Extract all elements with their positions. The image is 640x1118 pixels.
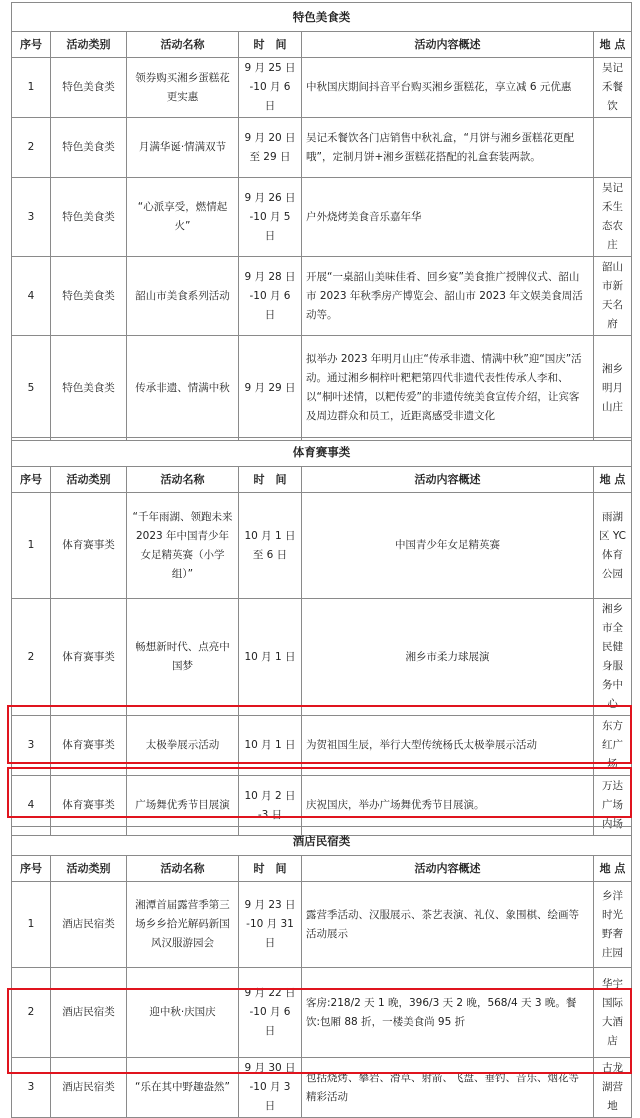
row-time: 10 月 1 日 (239, 599, 302, 716)
section-title: 酒店民宿类 (12, 827, 632, 856)
row-time: 9 月 26 日 -10 月 5 日 (239, 178, 302, 257)
table-row (12, 493, 632, 599)
row-name: 太极拳展示活动 (127, 716, 239, 776)
row-name: 月满华诞·情满双节 (127, 118, 239, 178)
hotel-table (11, 826, 632, 1118)
row-desc: 中秋国庆期间抖音平台购买湘乡蛋糕花，享立减 6 元优惠 (302, 58, 594, 118)
row-desc: 包括烧烤、攀岩、滑草、射箭、飞盘、垂钓、音乐、烟花等精彩活动 (302, 1058, 594, 1118)
row-time: 10 月 1 日 (239, 716, 302, 776)
header-desc: 活动内容概述 (302, 467, 594, 493)
row-name: 广场舞优秀节目展演 (127, 776, 239, 836)
row-desc: 中国青少年女足精英赛 (302, 493, 594, 599)
sports-table (11, 437, 632, 836)
row-name: 传承非遗、情满中秋 (127, 336, 239, 441)
row-category: 特色美食类 (51, 336, 127, 441)
row-place: 东方红广场 (594, 716, 632, 776)
header-name: 活动名称 (127, 467, 239, 493)
row-desc: 湘乡市柔力球展演 (302, 599, 594, 716)
header-name: 活动名称 (127, 856, 239, 882)
row-desc: 庆祝国庆，举办广场舞优秀节目展演。 (302, 776, 594, 836)
row-category: 酒店民宿类 (51, 882, 127, 968)
table-row (12, 716, 632, 776)
row-place: 万达广场内场 (594, 776, 632, 836)
table-row (12, 257, 632, 336)
row-no: 1 (12, 493, 51, 599)
row-place: 雨湖区 YC 体育公园 (594, 493, 632, 599)
row-name: 迎中秋·庆国庆 (127, 968, 239, 1058)
header-category: 活动类别 (51, 32, 127, 58)
row-name: 韶山市美食系列活动 (127, 257, 239, 336)
row-name: “心派享受，燃情起火” (127, 178, 239, 257)
row-category: 特色美食类 (51, 58, 127, 118)
row-no: 2 (12, 599, 51, 716)
header-no: 序号 (12, 32, 51, 58)
row-place: 吴记禾生态农庄 (594, 178, 632, 257)
section-title: 体育赛事类 (12, 438, 632, 467)
row-desc: 为贺祖国生辰，举行大型传统杨氏太极拳展示活动 (302, 716, 594, 776)
row-place (594, 118, 632, 178)
row-no: 3 (12, 716, 51, 776)
section-title: 特色美食类 (12, 3, 632, 32)
food-table (11, 2, 632, 441)
table-row (12, 336, 632, 441)
row-place: 湘乡明月山庄 (594, 336, 632, 441)
row-category: 特色美食类 (51, 257, 127, 336)
row-no: 2 (12, 968, 51, 1058)
table-row (12, 968, 632, 1058)
row-no: 1 (12, 58, 51, 118)
row-name: 湘潭首届露营季第三场乡乡拾光解码新国风汉服游园会 (127, 882, 239, 968)
row-place: 吴记禾餐饮 (594, 58, 632, 118)
header-category: 活动类别 (51, 856, 127, 882)
row-category: 酒店民宿类 (51, 968, 127, 1058)
row-category: 体育赛事类 (51, 599, 127, 716)
row-time: 9 月 23 日 -10 月 31 日 (239, 882, 302, 968)
row-time: 9 月 29 日 (239, 336, 302, 441)
row-time: 9 月 25 日 -10 月 6 日 (239, 58, 302, 118)
row-category: 体育赛事类 (51, 776, 127, 836)
row-desc: 户外烧烤美食音乐嘉年华 (302, 178, 594, 257)
row-desc: 客房:218/2 天 1 晚，396/3 天 2 晚，568/4 天 3 晚。餐饮:包厢 88 折，一楼美食尚 95 折 (302, 968, 594, 1058)
row-no: 4 (12, 257, 51, 336)
row-name: “千年雨湖、领跑未来 2023 年中国青少年女足精英赛（小学组）” (127, 493, 239, 599)
table-row (12, 1058, 632, 1118)
row-time: 9 月 28 日 -10 月 6 日 (239, 257, 302, 336)
row-category: 酒店民宿类 (51, 1058, 127, 1118)
header-no: 序号 (12, 856, 51, 882)
row-time: 9 月 20 日 至 29 日 (239, 118, 302, 178)
row-time: 10 月 2 日 -3 日 (239, 776, 302, 836)
row-category: 特色美食类 (51, 118, 127, 178)
row-category: 体育赛事类 (51, 493, 127, 599)
header-place: 地 点 (594, 32, 632, 58)
table-row (12, 118, 632, 178)
table-row (12, 599, 632, 716)
row-name: “乐在其中野趣盎然” (127, 1058, 239, 1118)
header-time: 时 间 (239, 32, 302, 58)
row-place: 华宇国际大酒店 (594, 968, 632, 1058)
row-time: 10 月 1 日 至 6 日 (239, 493, 302, 599)
row-no: 3 (12, 1058, 51, 1118)
row-no: 4 (12, 776, 51, 836)
header-time: 时 间 (239, 467, 302, 493)
table-row (12, 882, 632, 968)
table-row (12, 58, 632, 118)
row-no: 5 (12, 336, 51, 441)
header-place: 地 点 (594, 467, 632, 493)
row-desc: 开展“一桌韶山美味佳肴、回乡宴”美食推广授牌仪式、韶山市 2023 年秋季房产博览会、韶山市 2023 年文娱美食周活动等。 (302, 257, 594, 336)
row-category: 体育赛事类 (51, 716, 127, 776)
row-desc: 吴记禾餐饮各门店销售中秋礼盒，“月饼与湘乡蛋糕花更配哦”，定制月饼+湘乡蛋糕花搭配的礼盒套装两款。 (302, 118, 594, 178)
row-place: 韶山市新天名府 (594, 257, 632, 336)
header-desc: 活动内容概述 (302, 856, 594, 882)
row-desc: 露营季活动、汉服展示、茶艺表演、礼仪、象围棋、绘画等活动展示 (302, 882, 594, 968)
header-place: 地 点 (594, 856, 632, 882)
row-place: 乡洋时光野奢庄园 (594, 882, 632, 968)
row-no: 3 (12, 178, 51, 257)
row-time: 9 月 22 日 -10 月 6 日 (239, 968, 302, 1058)
row-no: 2 (12, 118, 51, 178)
row-place: 湘乡市全民健身服务中心 (594, 599, 632, 716)
table-row (12, 178, 632, 257)
header-category: 活动类别 (51, 467, 127, 493)
row-desc: 拟举办 2023 年明月山庄“传承非遗、情满中秋”迎“国庆”活动。通过湘乡桐梓叶粑粑第四代非遗代表性传承人李和、以“桐叶述情，以粑传爱”的非遗传统美食宣传介绍，让宾客及周边群众和员工，近距离感受非遗文化 (302, 336, 594, 441)
header-desc: 活动内容概述 (302, 32, 594, 58)
row-no: 1 (12, 882, 51, 968)
row-name: 领券购买湘乡蛋糕花更实惠 (127, 58, 239, 118)
row-place: 古龙湖营地 (594, 1058, 632, 1118)
header-time: 时 间 (239, 856, 302, 882)
row-time: 9 月 30 日 -10 月 3 日 (239, 1058, 302, 1118)
header-no: 序号 (12, 467, 51, 493)
row-category: 特色美食类 (51, 178, 127, 257)
header-name: 活动名称 (127, 32, 239, 58)
row-name: 畅想新时代、点亮中国梦 (127, 599, 239, 716)
